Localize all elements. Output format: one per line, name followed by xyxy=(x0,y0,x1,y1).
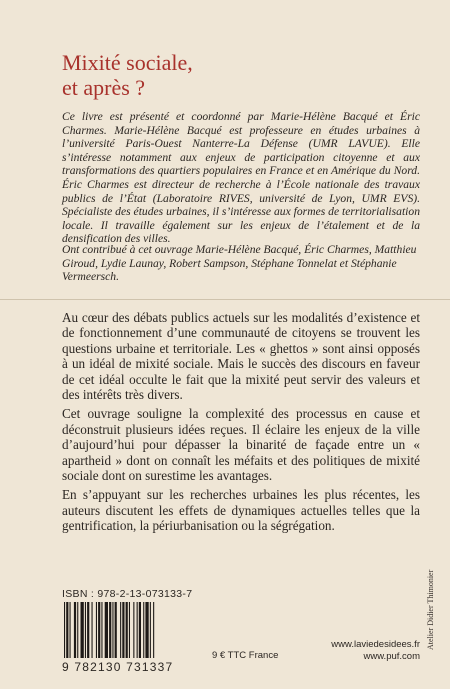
barcode-bar xyxy=(81,602,84,658)
cover-design-credit: Atelier Didier Thimonier xyxy=(426,569,435,650)
barcode-bar xyxy=(145,602,148,658)
book-summary xyxy=(62,310,420,538)
summary-paragraph-3: En s’appuyant sur les recherches urbaines les plus récentes, les auteurs discutent les effets de dynamiques actuelles telles que la gentrification, la périurbanisation ou la ségrégation. xyxy=(62,487,420,534)
barcode-bar xyxy=(133,602,134,658)
barcode-number: 9 782130 731337 xyxy=(62,660,174,674)
barcode-bar xyxy=(126,602,128,658)
barcode-bar xyxy=(115,602,117,658)
barcode-bar xyxy=(77,602,78,658)
barcode-bar xyxy=(122,602,124,658)
book-title xyxy=(62,50,193,100)
website-laviedesidees[interactable]: www.laviedesidees.fr xyxy=(331,639,420,650)
summary-paragraph-1: Au cœur des débats publics actuels sur les modalités d’existence et de fonctionnement d’une communauté de citoyens se trouvent les questions urbaine et territoriale. Les « ghettos » sont ainsi opposés à un idéal de mixité sociale. Mais le succès des discours en faveur de cet idéal occulte le fait que la mixité peut servir des valeurs et des intérêts très divers. xyxy=(62,310,420,403)
barcode-bar xyxy=(98,602,100,658)
title-line-2: et après ? xyxy=(62,75,146,100)
publisher-websites xyxy=(312,639,420,663)
summary-paragraph-2: Cet ouvrage souligne la complexité des processus en cause et déconstruit plusieurs idées reçues. Il éclaire les enjeux de la ville d’aujourd’hui pour dépasser la binarité de façade entre un « apartheid » dont on connaît les méfaits et des politiques de mixité sociale dont on surestime les avantages. xyxy=(62,406,420,484)
barcode-bar xyxy=(96,602,97,658)
barcode-bar xyxy=(87,602,89,658)
isbn-label: ISBN : 978-2-13-073133-7 xyxy=(62,588,193,600)
barcode-bar xyxy=(120,602,121,658)
barcode-bar xyxy=(101,602,102,658)
title-line-1: Mixité sociale, xyxy=(62,50,193,75)
author-section xyxy=(0,0,450,300)
barcode-bar xyxy=(74,602,76,658)
barcode-bar xyxy=(112,602,113,658)
barcode-bar xyxy=(150,602,151,658)
barcode-image xyxy=(62,602,192,658)
barcode-bar xyxy=(137,602,138,658)
price-label: 9 € TTC France xyxy=(212,650,279,661)
barcode-bar xyxy=(109,602,111,658)
barcode-bar xyxy=(105,602,108,658)
barcode-bar xyxy=(139,602,141,658)
barcode-bar xyxy=(92,602,93,658)
barcode-bar xyxy=(85,602,86,658)
barcode-bar xyxy=(70,602,71,658)
barcode-bar xyxy=(143,602,144,658)
barcode-bar xyxy=(66,602,68,658)
barcode-bar xyxy=(64,602,65,658)
contributors-list: Ont contribué à cet ouvrage Marie-Hélène Bacqué, Éric Charmes, Matthieu Giroud, Lydie Launay, Robert Sampson, Stéphane Tonnelat et Stéphanie Vermeersch. xyxy=(62,243,417,284)
barcode-bar xyxy=(129,602,130,658)
section-divider xyxy=(0,299,450,300)
authors-presentation: Ce livre est présenté et coordonné par Marie-Hélène Bacqué et Éric Charmes. Marie-Hélène Bacqué est professeure en études urbaines à l’université Paris-Ouest Nanterre-La Défense (UMR LAVUE). Elle s’intéresse notamment aux enjeux de participation citoyenne et aux transformations des quartiers populaires en France et en Amérique du Nord. Éric Charmes est directeur de recherche à l’École nationale des travaux publics de l’État (Laboratoire RIVES, université de Lyon, UMR EVS). Spécialiste des études urbaines, il s’intéresse aux formes de territorialisation locale. Il travaille également sur les enjeux de l’étalement et de la densification des villes. xyxy=(62,110,420,246)
barcode-bar xyxy=(153,602,154,658)
website-puf[interactable]: www.puf.com xyxy=(363,651,420,662)
